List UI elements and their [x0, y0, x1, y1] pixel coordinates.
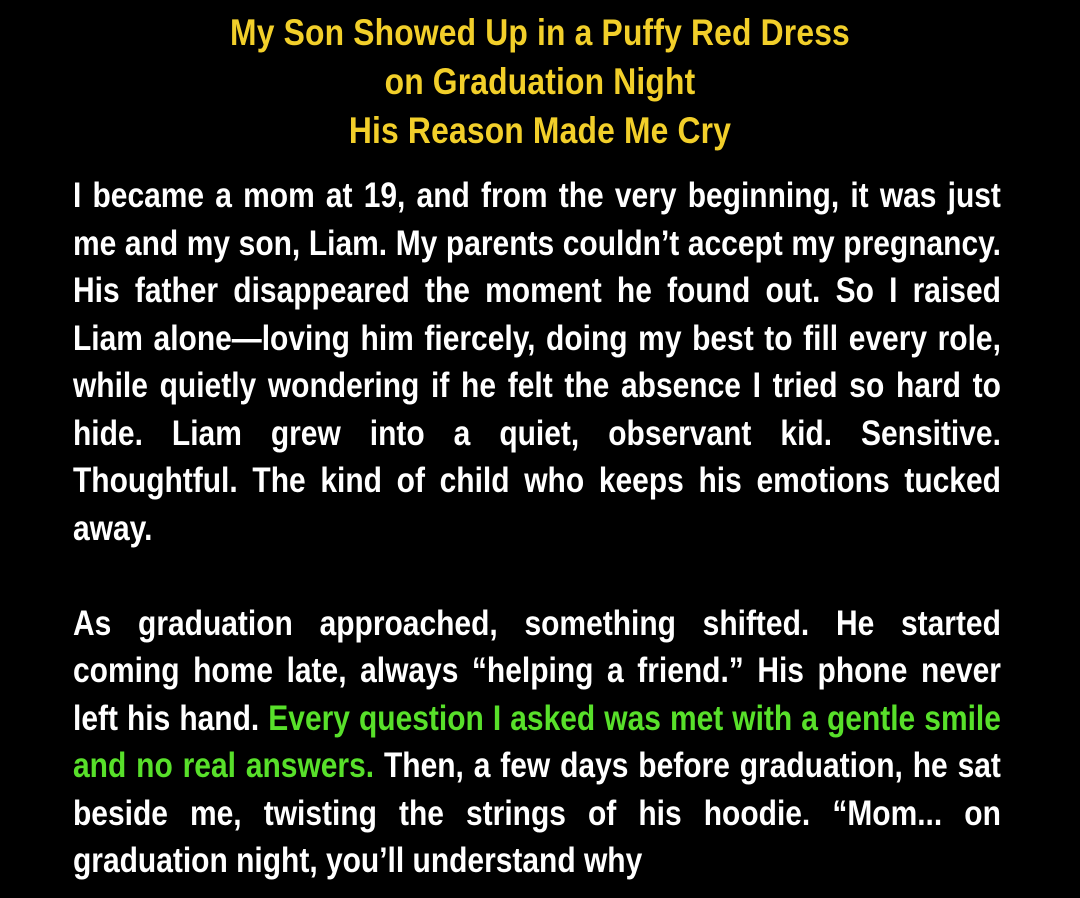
story-title [76, 8, 1005, 155]
highlighted-sentence: Every question I asked was met with a gentle smile and no real answers. [73, 698, 1001, 785]
paragraph-2-text-end: Then, a few days before graduation, he sat beside me, twisting the strings of his hoodie. “Mom... on graduation night, you’ll understand why [73, 746, 1001, 880]
title-line-1: My Son Showed Up in a Puffy Red Dress [230, 12, 850, 53]
paragraph-2 [73, 600, 1001, 885]
title-line-3: His Reason Made Me Cry [348, 110, 732, 151]
paragraph-1: I became a mom at 19, and from the very beginning, it was just me and my son, Liam. My parents couldn’t accept my pregnancy. His father disappeared the moment he found out. So I raised Liam alone—loving him fiercely, doing my best to fill every role, while quietly wondering if he felt the absence I tried so hard to hide. Liam grew into a quiet, observant kid. Sensitive. Thoughtful. The kind of child who keeps his emotions tucked away. [73, 176, 1001, 548]
paragraph-2-text-start: As graduation approached, something shifted. He started coming home late, always “helping a friend.” His phone never left his hand. [73, 603, 1001, 738]
title-line-2: on Graduation Night [384, 61, 696, 102]
story-body [73, 172, 1001, 885]
